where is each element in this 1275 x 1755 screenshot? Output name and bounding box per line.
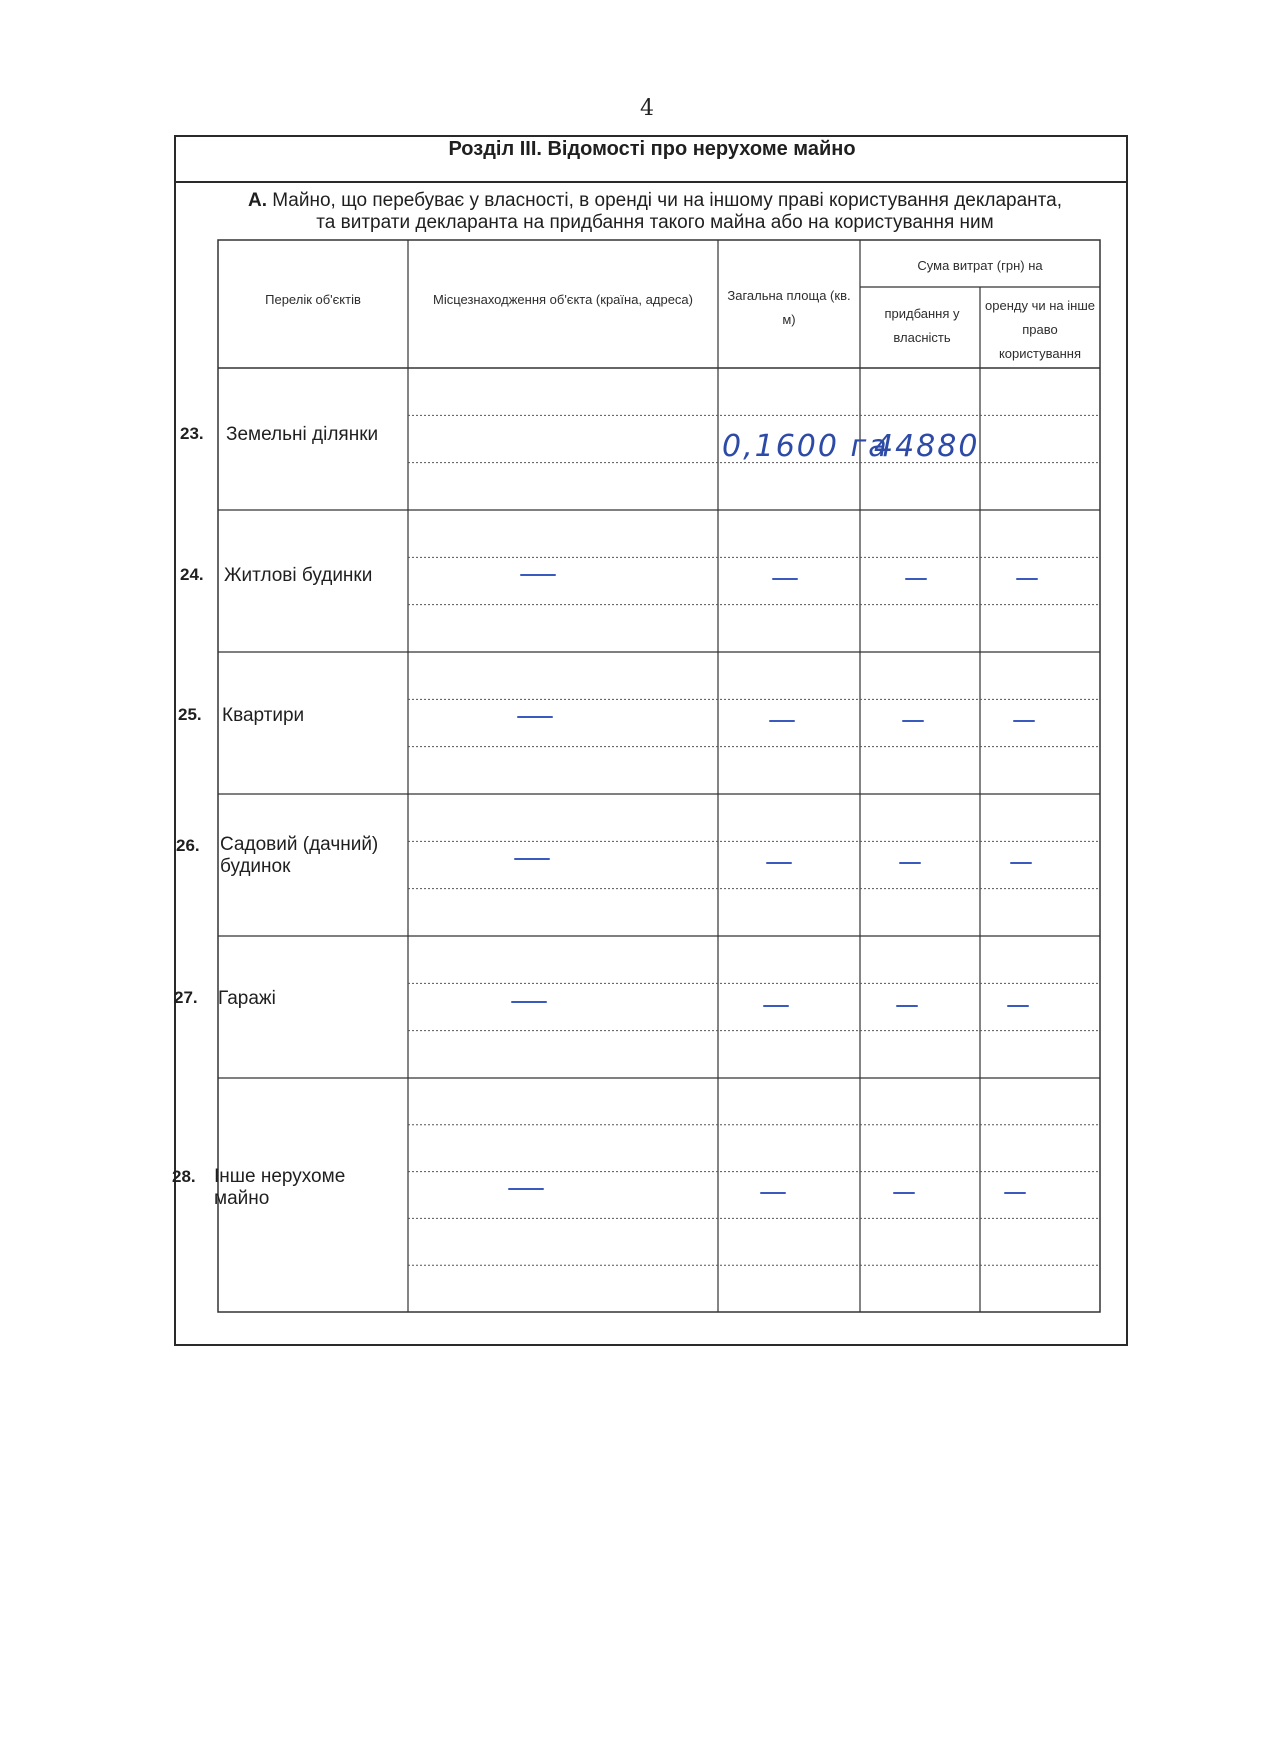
header-location: Місцезнаходження об'єкта (країна, адреса) (433, 292, 693, 307)
row-26-location-dash (514, 858, 550, 860)
page-number: 4 (640, 96, 654, 121)
row-23-purchase: 44880 (874, 429, 980, 464)
row-23-label: Земельні ділянки (226, 424, 379, 445)
row-27-number: 27. (174, 988, 198, 1007)
row-24-location-dash (520, 574, 556, 576)
row-26-label: Садовий (дачний) будинок (220, 834, 379, 877)
section-title: Розділ III. Відомості про нерухоме майно (448, 138, 856, 160)
row-26-number: 26. (176, 836, 200, 855)
header-area: Загальна площа (кв. м) (727, 288, 851, 327)
header-expenses: Сума витрат (грн) на (917, 258, 1043, 273)
row-24-purchase-dash (905, 578, 927, 580)
row-27-purchase-dash (896, 1005, 918, 1007)
row-24-label: Житлові будинки (224, 565, 373, 586)
subtitle-line-1: Майно, що перебуває у власності, в оренді чи на іншому праві користування декларанта, (272, 190, 1063, 211)
row-28-number: 28. (172, 1167, 196, 1186)
subtitle-line-2: та витрати декларанта на придбання такого майна або на користування ним (316, 212, 994, 233)
row-28-purchase-dash (893, 1192, 915, 1194)
row-23-number: 23. (180, 424, 204, 443)
row-25-purchase-dash (902, 720, 924, 722)
row-26-area-dash (766, 862, 792, 864)
row-26-rent-dash (1010, 862, 1032, 864)
row-24-rent-dash (1016, 578, 1038, 580)
row-28-label: Інше нерухоме майно (214, 1166, 346, 1209)
row-27-label: Гаражі (218, 988, 276, 1009)
row-27-area-dash (763, 1005, 789, 1007)
row-25-rent-dash (1013, 720, 1035, 722)
inner-table-border (218, 240, 1100, 1312)
row-27-rent-dash (1007, 1005, 1029, 1007)
header-objects: Перелік об'єктів (265, 292, 361, 307)
row-23-area: 0,1600 га (722, 429, 889, 464)
subtitle-letter: А. (247, 190, 267, 211)
row-28-area-dash (760, 1192, 786, 1194)
row-24-number: 24. (180, 565, 204, 584)
header-purchase: придбання у власність (884, 306, 960, 345)
row-28-location-dash (508, 1188, 544, 1190)
row-25-location-dash (517, 716, 553, 718)
row-24-area-dash (772, 578, 798, 580)
row-28-rent-dash (1004, 1192, 1026, 1194)
section-subtitle (210, 190, 1100, 234)
row-25-area-dash (769, 720, 795, 722)
row-25-label: Квартири (222, 705, 305, 726)
row-25-number: 25. (178, 705, 202, 724)
row-27-location-dash (511, 1001, 547, 1003)
row-26-purchase-dash (899, 862, 921, 864)
header-rent: оренду чи на інше право користування (985, 298, 1095, 361)
